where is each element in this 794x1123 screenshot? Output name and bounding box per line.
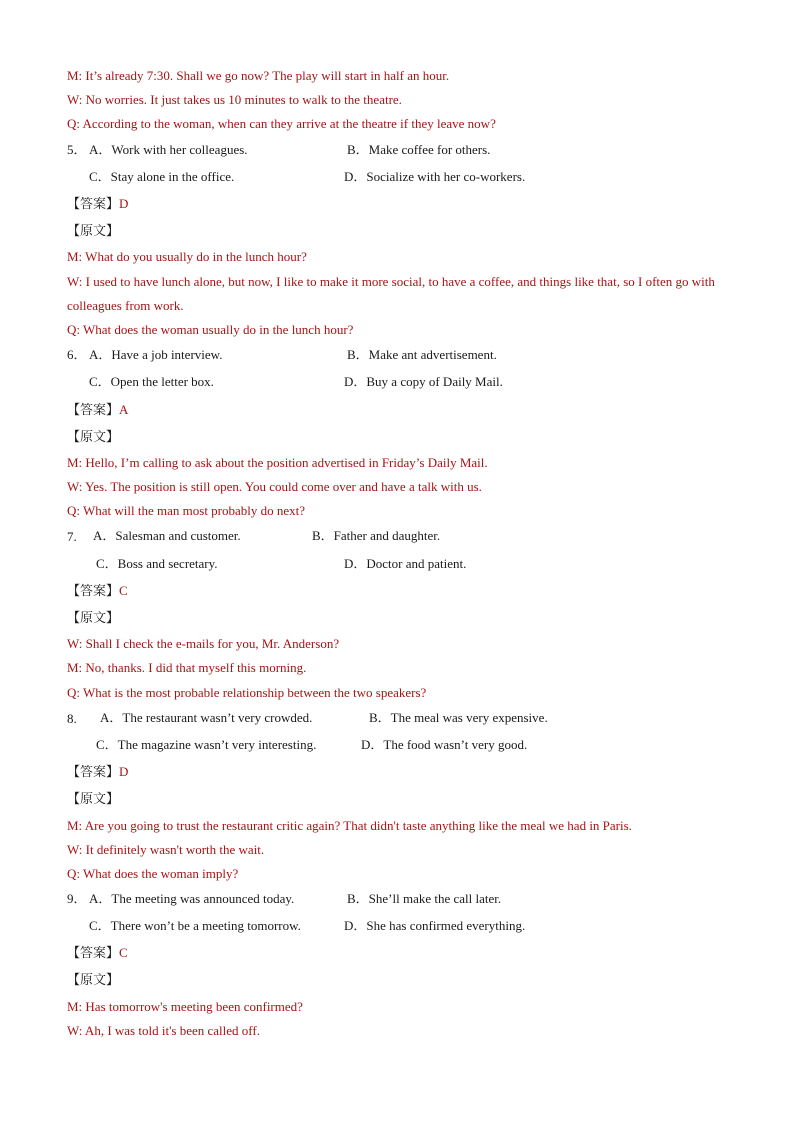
question-7-option-b: B．Father and daughter.: [312, 528, 441, 543]
question-8-option-c: C．The magazine wasn’t very interesting.: [96, 737, 317, 752]
answer-label: 【答案】: [67, 946, 120, 961]
answer-value: D: [119, 196, 129, 211]
question-7-option-a: A．Salesman and customer.: [93, 528, 241, 543]
question-6-transcript-line: M: Hello, I’m calling to ask about the position advertised in Friday’s Daily Mail.: [67, 455, 488, 470]
answer-value: C: [119, 583, 128, 598]
question-5-number: 5．: [67, 142, 87, 157]
question-8-transcript-line: M: Are you going to trust the restaurant critic again? That didn't taste anything like the meal we had in Paris.: [67, 818, 632, 833]
question-5-transcript-line: W: I used to have lunch alone, but now, I like to make it more social, to have a coffee, and things like that, so I often go with colleagues from work.: [67, 274, 715, 313]
question-8-transcript-label: [67, 791, 119, 808]
question-9-option-a: A．The meeting was announced today.: [89, 891, 295, 906]
question-6-option-b: B．Make ant advertisement.: [347, 347, 497, 362]
answer-value: C: [119, 945, 128, 960]
question-7-transcript-line: M: No, thanks. I did that myself this morning.: [67, 660, 307, 675]
question-6-option-d: D．Buy a copy of Daily Mail.: [344, 374, 503, 389]
question-6-option-a: A．Have a job interview.: [89, 347, 223, 362]
question-9-option-d: D．She has confirmed everything.: [344, 918, 526, 933]
question-8-answer: [67, 764, 128, 781]
question-8-option-b: B．The meal was very expensive.: [369, 710, 548, 725]
question-5-transcript-label: [67, 223, 119, 240]
question-9-number: 9．: [67, 891, 87, 906]
question-9-transcript-line: M: Has tomorrow's meeting been confirmed?: [67, 999, 303, 1014]
question-8-number: 8.: [67, 711, 77, 726]
question-7-option-c: C．Boss and secretary.: [96, 556, 218, 571]
intro-man-line: M: It’s already 7:30. Shall we go now? The play will start in half an hour.: [67, 68, 450, 83]
original-label: 【原文】: [67, 430, 120, 445]
question-6-transcript-label: [67, 429, 119, 446]
answer-label: 【答案】: [67, 403, 120, 418]
question-6-transcript-line: Q: What will the man most probably do next?: [67, 503, 306, 518]
intro-question-line: Q: According to the woman, when can they arrive at the theatre if they leave now?: [67, 116, 496, 131]
question-7-number: 7.: [67, 529, 77, 544]
question-5-option-a: A．Work with her colleagues.: [89, 142, 248, 157]
answer-label: 【答案】: [67, 584, 120, 599]
question-5-transcript-line: M: What do you usually do in the lunch hour?: [67, 249, 307, 264]
answer-label: 【答案】: [67, 197, 120, 212]
original-label: 【原文】: [67, 973, 120, 988]
question-7-transcript-line: Q: What is the most probable relationship between the two speakers?: [67, 685, 427, 700]
question-5-option-b: B．Make coffee for others.: [347, 142, 491, 157]
intro-woman-line: W: No worries. It just takes us 10 minutes to walk to the theatre.: [67, 92, 402, 107]
question-6-answer: [67, 402, 128, 419]
question-9-option-b: B．She’ll make the call later.: [347, 891, 502, 906]
question-5-option-c: C．Stay alone in the office.: [89, 169, 235, 184]
question-8-option-a: A．The restaurant wasn’t very crowded.: [100, 710, 313, 725]
question-7-transcript-line: W: Shall I check the e-mails for you, Mr. Anderson?: [67, 636, 340, 651]
question-5-answer: [67, 196, 128, 213]
original-label: 【原文】: [67, 792, 120, 807]
question-7-answer: [67, 583, 128, 600]
question-6-number: 6．: [67, 347, 87, 362]
question-8-option-d: D．The food wasn’t very good.: [361, 737, 528, 752]
question-9-transcript-line: W: Ah, I was told it's been called off.: [67, 1023, 260, 1038]
answer-value: A: [119, 402, 129, 417]
answer-label: 【答案】: [67, 765, 120, 780]
question-6-transcript-line: W: Yes. The position is still open. You could come over and have a talk with us.: [67, 479, 482, 494]
question-9-answer: [67, 945, 128, 962]
original-label: 【原文】: [67, 611, 120, 626]
original-label: 【原文】: [67, 224, 120, 239]
question-7-transcript-label: [67, 610, 119, 627]
answer-value: D: [119, 764, 129, 779]
question-8-transcript-line: W: It definitely wasn't worth the wait.: [67, 842, 265, 857]
question-9-option-c: C．There won’t be a meeting tomorrow.: [89, 918, 301, 933]
question-9-transcript-label: [67, 972, 119, 989]
question-5-transcript-line: Q: What does the woman usually do in the lunch hour?: [67, 322, 354, 337]
question-5-option-d: D．Socialize with her co-workers.: [344, 169, 526, 184]
question-7-option-d: D．Doctor and patient.: [344, 556, 467, 571]
question-6-option-c: C．Open the letter box.: [89, 374, 214, 389]
question-8-transcript-line: Q: What does the woman imply?: [67, 866, 239, 881]
